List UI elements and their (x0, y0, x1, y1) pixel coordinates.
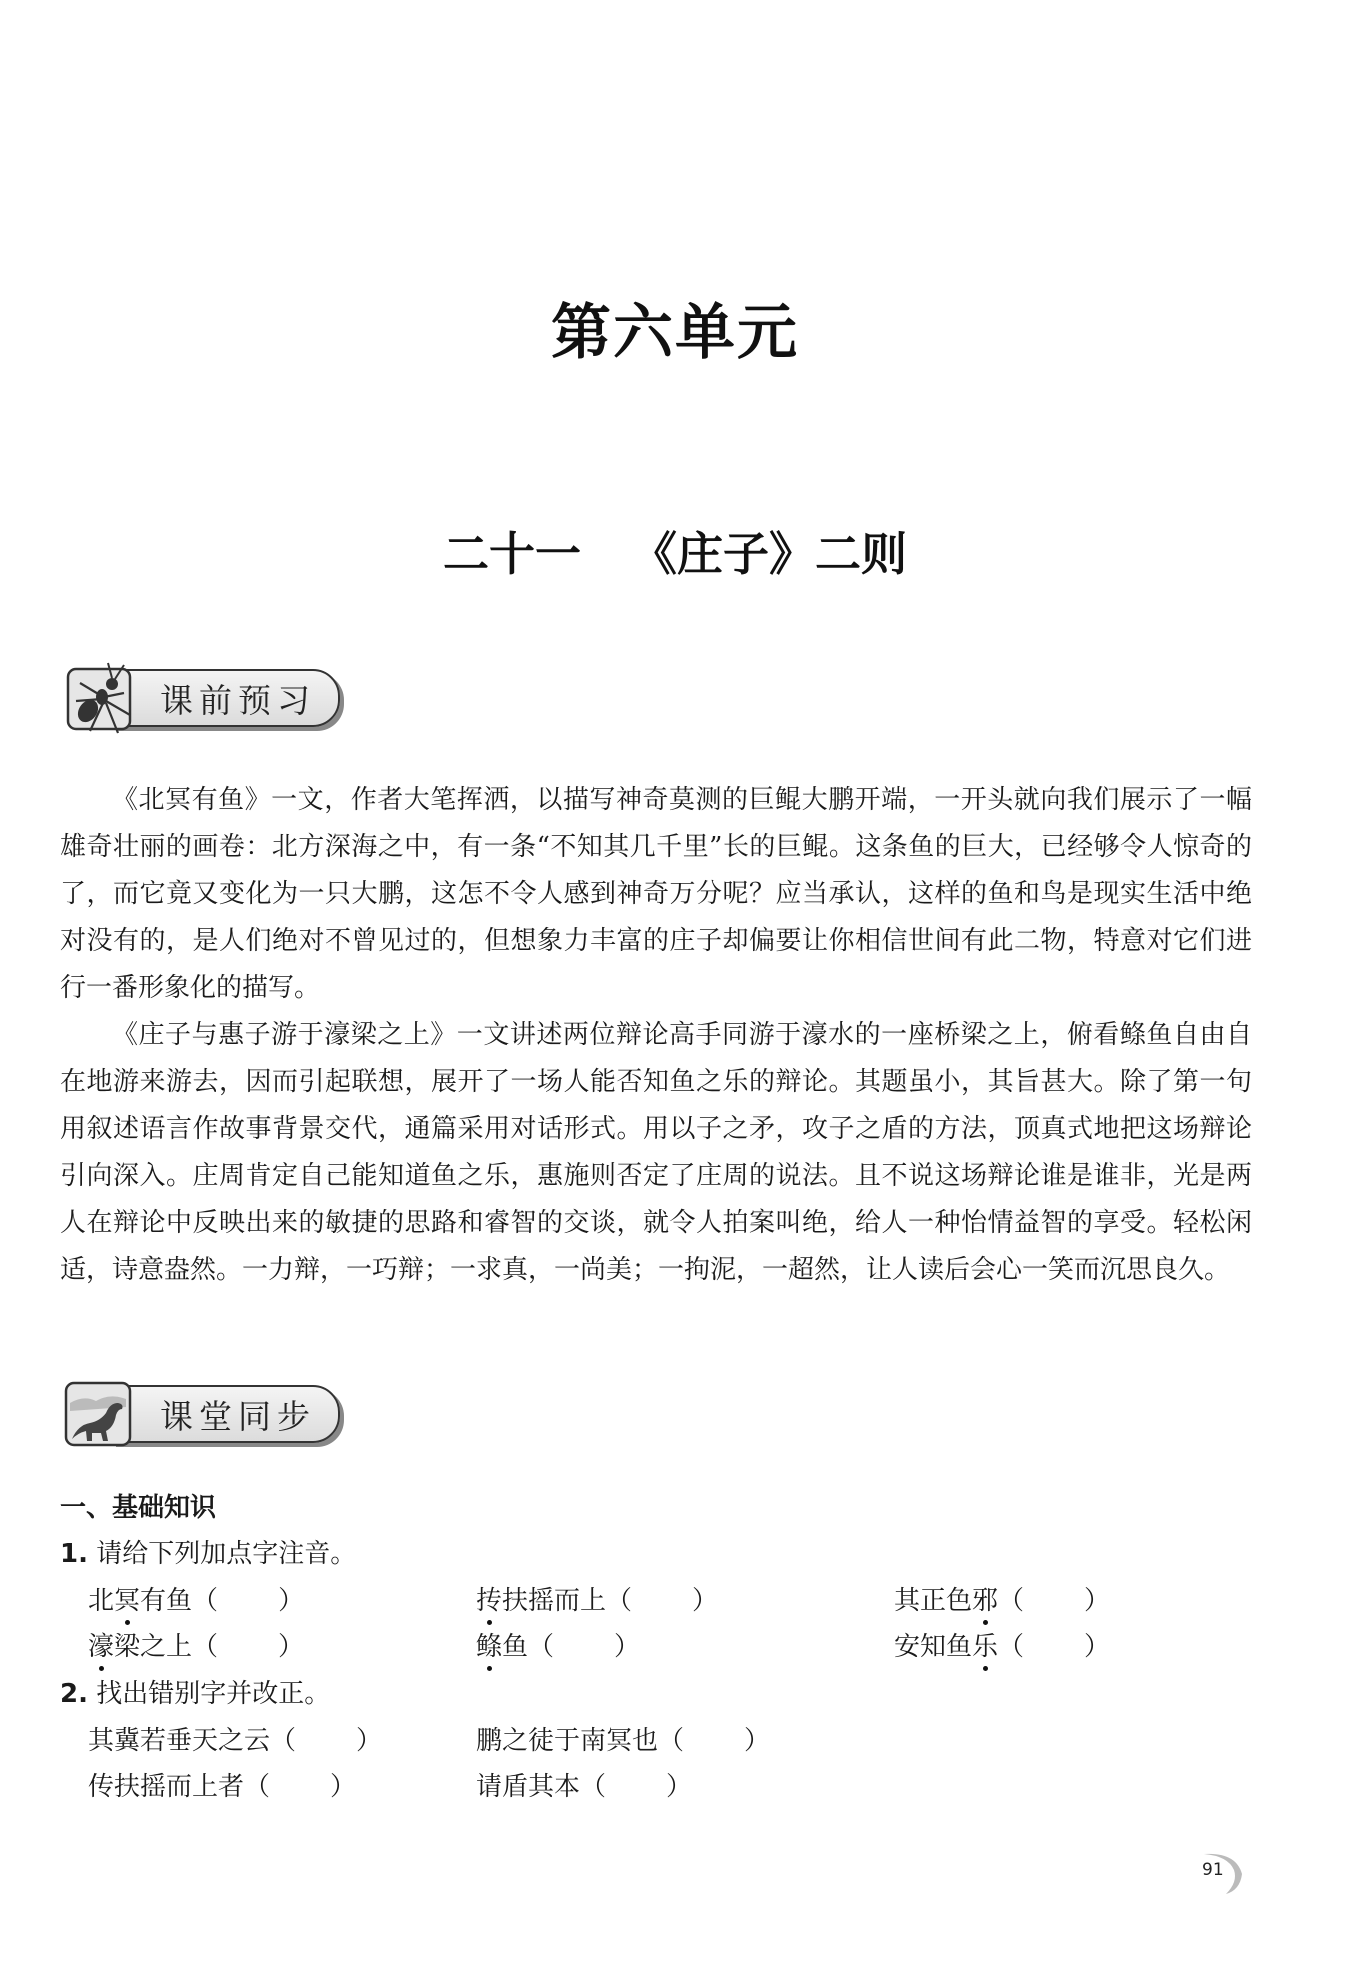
q1-item: 抟扶摇而上（ ） (476, 1580, 718, 1617)
q1-item: 北冥有鱼（ ） (88, 1580, 304, 1617)
q1-row-2 (88, 1626, 1188, 1666)
question-2 (60, 1673, 330, 1710)
preview-section-badge (60, 658, 340, 738)
answer-blank[interactable]: （ ） (192, 1586, 305, 1616)
lesson-number: 二十一 (443, 527, 581, 581)
q1-item: 安知鱼乐（ ） (894, 1626, 1110, 1663)
unit-title: 第六单元 (551, 298, 799, 368)
q1-item: 濠梁之上（ ） (88, 1626, 304, 1663)
answer-blank[interactable]: （ ） (658, 1726, 771, 1756)
page-number-text: 91 (1202, 1860, 1224, 1880)
preview-paragraph-2: 《庄子与惠子游于濠梁之上》一文讲述两位辩论高手同游于濠水的一座桥梁之上，俯看鲦鱼自由自在地游来游去，因而引起联想，展开了一场人能否知鱼之乐的辩论。其题虽小，其旨甚大。除了第一句用叙述语言作故事背景交代，通篇采用对话形式。用以子之矛，攻子之盾的方法，顶真式地把这场辩论引向深入。庄周肯定自己能知道鱼之乐，惠施则否定了庄周的说法。且不说这场辩论谁是谁非，光是两人在辩论中反映出来的敏捷的思路和睿智的交谈，就令人拍案叫绝，给人一种怡情益智的享受。轻松闲适，诗意盎然。一力辩，一巧辩；一求真，一尚美；一拘泥，一超然，让人读后会心一笑而沉思良久。 (60, 1020, 1252, 1285)
question-1-number: 1. (60, 1539, 88, 1569)
lesson-name: 《庄子》二则 (631, 527, 907, 581)
question-2-number: 2. (60, 1679, 88, 1709)
q2-item: 请盾其本（ ） (476, 1766, 692, 1803)
question-1-prompt: 请给下列加点字注音。 (96, 1539, 357, 1569)
question-2-prompt: 找出错别字并改正。 (96, 1679, 331, 1709)
q1-row-1 (88, 1580, 1188, 1620)
part-heading: 一、基础知识 (60, 1493, 217, 1523)
q2-row-2 (88, 1766, 1188, 1806)
dinosaur-icon (60, 1373, 142, 1455)
lesson-title (0, 518, 1350, 584)
q2-row-1 (88, 1720, 1188, 1760)
answer-blank[interactable]: （ ） (528, 1632, 641, 1662)
q2-item: 传扶摇而上者（ ） (88, 1766, 356, 1803)
class-section-label: 课堂同步 (112, 1385, 340, 1443)
q2-item: 鹏之徒于南冥也（ ） (476, 1720, 770, 1757)
preview-section-label: 课前预习 (112, 669, 340, 727)
question-1 (60, 1533, 356, 1570)
class-section-badge (60, 1374, 340, 1454)
answer-blank[interactable]: （ ） (580, 1772, 693, 1802)
answer-blank[interactable]: （ ） (606, 1586, 719, 1616)
page-number (1196, 1850, 1246, 1896)
answer-blank[interactable]: （ ） (998, 1632, 1111, 1662)
q1-item: 鲦鱼（ ） (476, 1626, 640, 1663)
preview-text (60, 777, 1252, 1294)
answer-blank[interactable]: （ ） (998, 1586, 1111, 1616)
answer-blank[interactable]: （ ） (192, 1632, 305, 1662)
answer-blank[interactable]: （ ） (270, 1726, 383, 1756)
preview-paragraph-1: 《北冥有鱼》一文，作者大笔挥洒，以描写神奇莫测的巨鲲大鹏开端，一开头就向我们展示了一幅雄奇壮丽的画卷：北方深海之中，有一条“不知其几千里”长的巨鲲。这条鱼的巨大，已经够令人惊奇的了，而它竟又变化为一只大鹏，这怎不令人感到神奇万分呢？应当承认，这样的鱼和鸟是现实生活中绝对没有的，是人们绝对不曾见过的，但想象力丰富的庄子却偏要让你相信世间有此二物，特意对它们进行一番形象化的描写。 (60, 785, 1252, 1003)
ant-icon (60, 657, 142, 739)
q2-item: 其冀若垂天之云（ ） (88, 1720, 382, 1757)
answer-blank[interactable]: （ ） (244, 1772, 357, 1802)
q1-item: 其正色邪（ ） (894, 1580, 1110, 1617)
